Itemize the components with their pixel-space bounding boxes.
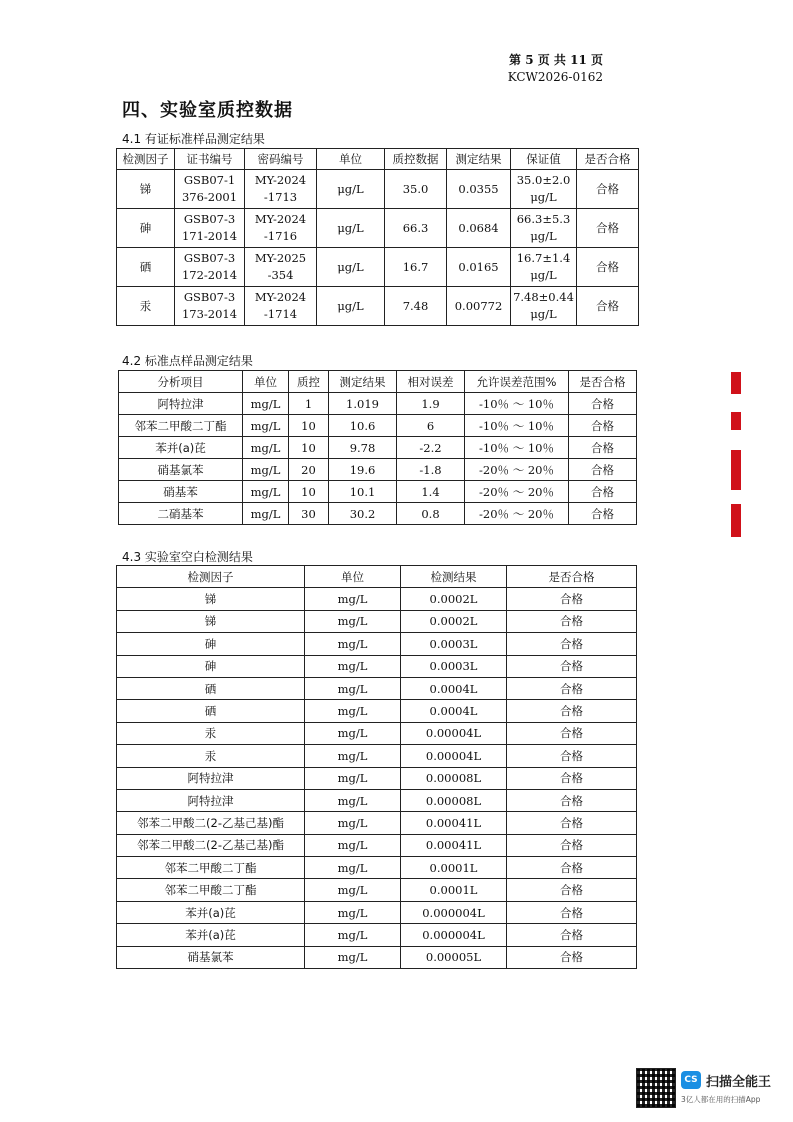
- pass-cell: 合格: [577, 209, 639, 248]
- qc-cell: 7.48: [385, 287, 447, 326]
- guarantee-line: 66.3±5.3: [516, 212, 571, 226]
- table-row: [117, 610, 637, 632]
- guarantee-line: μg/L: [530, 190, 557, 204]
- code-line: -1714: [263, 307, 298, 321]
- code-line: -1713: [263, 190, 298, 204]
- table-cell: mg/L: [243, 393, 289, 415]
- table-cell: mg/L: [305, 745, 401, 767]
- guarantee-cell: [511, 287, 577, 326]
- column-header: 质控数据: [385, 149, 447, 170]
- cert-line: GSB07-3: [183, 251, 236, 265]
- table-cell: 合格: [507, 767, 637, 789]
- table-cell: mg/L: [305, 722, 401, 744]
- table-cell: -10％ ～ 10％: [465, 393, 569, 415]
- result-cell: 0.00772: [447, 287, 511, 326]
- cert-line: 171-2014: [181, 229, 238, 243]
- table-row: [119, 503, 637, 525]
- table-cell: 0.00008L: [401, 789, 507, 811]
- table-cell: mg/L: [305, 610, 401, 632]
- column-header: 相对误差: [397, 371, 465, 393]
- table-cell: 0.0004L: [401, 700, 507, 722]
- table-row: [117, 812, 637, 834]
- code-cell: [245, 248, 317, 287]
- table-cell: 邻苯二甲酸二丁酯: [119, 415, 243, 437]
- table-row: [117, 633, 637, 655]
- table-cell: 0.00041L: [401, 834, 507, 856]
- table-cell: 0.0002L: [401, 588, 507, 610]
- column-header: 检测因子: [117, 149, 175, 170]
- table-cell: 阿特拉津: [117, 789, 305, 811]
- table-cell: 合格: [507, 901, 637, 923]
- pass-cell: 合格: [577, 287, 639, 326]
- table-cell: mg/L: [305, 857, 401, 879]
- table-cell: 砷: [117, 655, 305, 677]
- scanner-app-name: 扫描全能王: [706, 1075, 772, 1090]
- table-cell: mg/L: [305, 767, 401, 789]
- table2-title: 4.2 标准点样品测定结果: [122, 354, 253, 368]
- table-cell: -20％ ～ 20％: [465, 481, 569, 503]
- table-cell: 合格: [507, 789, 637, 811]
- column-header: 允许误差范围%: [465, 371, 569, 393]
- guarantee-line: μg/L: [530, 229, 557, 243]
- table-cell: mg/L: [305, 789, 401, 811]
- code-line: MY-2024: [254, 173, 307, 187]
- table-cell: 0.0003L: [401, 655, 507, 677]
- qc-cell: 16.7: [385, 248, 447, 287]
- column-header: 测定结果: [447, 149, 511, 170]
- table-cell: 合格: [507, 745, 637, 767]
- seam-stamp: [731, 372, 741, 537]
- table-cell: 1.9: [397, 393, 465, 415]
- column-header: 检测结果: [401, 566, 507, 588]
- table-cell: 汞: [117, 745, 305, 767]
- qc-cell: 35.0: [385, 170, 447, 209]
- table-cell: mg/L: [243, 481, 289, 503]
- table-cell: mg/L: [305, 655, 401, 677]
- camscanner-logo-icon: CS: [681, 1071, 701, 1089]
- table-row: [117, 677, 637, 699]
- table-row: [117, 287, 639, 326]
- column-header: 检测因子: [117, 566, 305, 588]
- table-cell: 二硝基苯: [119, 503, 243, 525]
- table-cell: 合格: [569, 459, 637, 481]
- table-cell: mg/L: [305, 834, 401, 856]
- unit-cell: μg/L: [317, 209, 385, 248]
- table-cell: 苯并(a)芘: [119, 437, 243, 459]
- unit-cell: μg/L: [317, 287, 385, 326]
- table1-title: 4.1 有证标准样品测定结果: [122, 132, 265, 146]
- table-cell: mg/L: [305, 588, 401, 610]
- table-cell: 9.78: [329, 437, 397, 459]
- table-cell: 19.6: [329, 459, 397, 481]
- table-row: [119, 437, 637, 459]
- table-cell: 砷: [117, 633, 305, 655]
- table-cell: 合格: [507, 655, 637, 677]
- section-title: 四、实验室质控数据: [122, 100, 293, 121]
- table-header-row: [117, 149, 639, 170]
- factor-cell: 硒: [117, 248, 175, 287]
- column-header: 单位: [243, 371, 289, 393]
- code-line: MY-2025: [254, 251, 307, 265]
- column-header: 分析项目: [119, 371, 243, 393]
- column-header: 单位: [317, 149, 385, 170]
- table-cell: 邻苯二甲酸二丁酯: [117, 857, 305, 879]
- table-cell: mg/L: [305, 812, 401, 834]
- guarantee-cell: [511, 248, 577, 287]
- column-header: 证书编号: [175, 149, 245, 170]
- table-cell: mg/L: [305, 924, 401, 946]
- table-cell: 硝基氯苯: [119, 459, 243, 481]
- qr-code-icon: [636, 1068, 676, 1108]
- table-cell: 合格: [569, 415, 637, 437]
- table-cell: mg/L: [305, 946, 401, 968]
- guarantee-line: 7.48±0.44: [513, 290, 574, 304]
- standard-point-table: [118, 370, 637, 525]
- factor-cell: 锑: [117, 170, 175, 209]
- table-header-row: [119, 371, 637, 393]
- table-header-row: [117, 566, 637, 588]
- table-row: [117, 924, 637, 946]
- table-cell: 邻苯二甲酸二丁酯: [117, 879, 305, 901]
- table-cell: -10％ ～ 10％: [465, 437, 569, 459]
- guarantee-line: μg/L: [530, 268, 557, 282]
- table-cell: 锑: [117, 588, 305, 610]
- result-cell: 0.0355: [447, 170, 511, 209]
- table-cell: 10.6: [329, 415, 397, 437]
- cert-line: GSB07-3: [183, 290, 236, 304]
- table-cell: 苯并(a)芘: [117, 924, 305, 946]
- table-cell: mg/L: [305, 677, 401, 699]
- code-cell: [245, 170, 317, 209]
- factor-cell: 汞: [117, 287, 175, 326]
- table-cell: mg/L: [243, 459, 289, 481]
- table-row: [119, 481, 637, 503]
- table-cell: 汞: [117, 722, 305, 744]
- table-row: [117, 745, 637, 767]
- table-row: [117, 655, 637, 677]
- table-cell: 0.000004L: [401, 924, 507, 946]
- cert-cell: [175, 287, 245, 326]
- unit-cell: μg/L: [317, 170, 385, 209]
- table-row: [117, 879, 637, 901]
- code-line: MY-2024: [254, 290, 307, 304]
- table-cell: 0.00008L: [401, 767, 507, 789]
- cert-line: GSB07-3: [183, 212, 236, 226]
- table-row: [117, 767, 637, 789]
- table-row: [117, 248, 639, 287]
- table-cell: 0.000004L: [401, 901, 507, 923]
- table-cell: mg/L: [305, 879, 401, 901]
- column-header: 质控: [289, 371, 329, 393]
- table3-title: 4.3 实验室空白检测结果: [122, 550, 253, 564]
- cert-line: 172-2014: [181, 268, 238, 282]
- table-cell: mg/L: [305, 901, 401, 923]
- table-cell: 阿特拉津: [117, 767, 305, 789]
- table-row: [117, 209, 639, 248]
- table-cell: mg/L: [243, 437, 289, 459]
- code-cell: [245, 287, 317, 326]
- column-header: 是否合格: [577, 149, 639, 170]
- table-cell: 1: [289, 393, 329, 415]
- table-cell: 合格: [507, 879, 637, 901]
- table-cell: 0.00005L: [401, 946, 507, 968]
- table-cell: -20％ ～ 20％: [465, 503, 569, 525]
- table-cell: 合格: [507, 812, 637, 834]
- table-cell: 邻苯二甲酸二(2-乙基己基)酯: [117, 812, 305, 834]
- table-cell: 合格: [507, 857, 637, 879]
- table-row: [119, 393, 637, 415]
- table-cell: mg/L: [243, 415, 289, 437]
- table-cell: 0.0001L: [401, 857, 507, 879]
- scanner-watermark: [636, 1068, 776, 1110]
- table-row: [117, 700, 637, 722]
- table-row: [117, 789, 637, 811]
- guarantee-line: 35.0±2.0: [516, 173, 571, 187]
- cert-line: GSB07-1: [183, 173, 236, 187]
- result-cell: 0.0684: [447, 209, 511, 248]
- table-cell: 合格: [569, 503, 637, 525]
- table-cell: 合格: [569, 437, 637, 459]
- cert-line: 173-2014: [181, 307, 238, 321]
- cert-cell: [175, 170, 245, 209]
- column-header: 密码编号: [245, 149, 317, 170]
- table-cell: 0.0003L: [401, 633, 507, 655]
- table-cell: 20: [289, 459, 329, 481]
- table-cell: -10％ ～ 10％: [465, 415, 569, 437]
- table-cell: 阿特拉津: [119, 393, 243, 415]
- table-cell: 6: [397, 415, 465, 437]
- guarantee-cell: [511, 209, 577, 248]
- table-row: [117, 170, 639, 209]
- table-row: [117, 722, 637, 744]
- page-header: [508, 52, 603, 86]
- pass-cell: 合格: [577, 170, 639, 209]
- table-cell: 硒: [117, 700, 305, 722]
- table-cell: 0.00004L: [401, 745, 507, 767]
- code-cell: [245, 209, 317, 248]
- table-cell: 10: [289, 481, 329, 503]
- table-cell: 0.00041L: [401, 812, 507, 834]
- table-cell: mg/L: [305, 700, 401, 722]
- table-cell: 10.1: [329, 481, 397, 503]
- certified-sample-table: [116, 148, 639, 326]
- table-cell: mg/L: [243, 503, 289, 525]
- table-cell: 硒: [117, 677, 305, 699]
- table-cell: 合格: [507, 946, 637, 968]
- table-cell: 合格: [507, 677, 637, 699]
- table-row: [117, 834, 637, 856]
- table-cell: 锑: [117, 610, 305, 632]
- blank-test-table: [116, 565, 637, 969]
- column-header: 是否合格: [569, 371, 637, 393]
- table-cell: 10: [289, 415, 329, 437]
- factor-cell: 砷: [117, 209, 175, 248]
- table-cell: -1.8: [397, 459, 465, 481]
- table-cell: 合格: [507, 700, 637, 722]
- table-cell: 合格: [507, 722, 637, 744]
- table-cell: 邻苯二甲酸二(2-乙基己基)酯: [117, 834, 305, 856]
- table-cell: 硝基苯: [119, 481, 243, 503]
- code-line: -1716: [263, 229, 298, 243]
- table-cell: 合格: [569, 481, 637, 503]
- table-cell: 10: [289, 437, 329, 459]
- guarantee-line: μg/L: [530, 307, 557, 321]
- table-cell: 合格: [507, 633, 637, 655]
- guarantee-cell: [511, 170, 577, 209]
- table-cell: 1.019: [329, 393, 397, 415]
- cert-line: 376-2001: [181, 190, 238, 204]
- table-row: [117, 857, 637, 879]
- code-line: -354: [267, 268, 294, 282]
- table-cell: 0.0002L: [401, 610, 507, 632]
- table-cell: -2.2: [397, 437, 465, 459]
- table-cell: 合格: [507, 588, 637, 610]
- table-cell: 0.8: [397, 503, 465, 525]
- column-header: 测定结果: [329, 371, 397, 393]
- table-cell: 硝基氯苯: [117, 946, 305, 968]
- table-row: [117, 588, 637, 610]
- column-header: 单位: [305, 566, 401, 588]
- table-cell: 0.0001L: [401, 879, 507, 901]
- column-header: 是否合格: [507, 566, 637, 588]
- table-cell: 30.2: [329, 503, 397, 525]
- page-number: 第 5 页 共 11 页: [509, 53, 603, 67]
- table-row: [117, 901, 637, 923]
- table-cell: 30: [289, 503, 329, 525]
- cert-cell: [175, 248, 245, 287]
- table-row: [119, 415, 637, 437]
- code-line: MY-2024: [254, 212, 307, 226]
- table-row: [117, 946, 637, 968]
- unit-cell: μg/L: [317, 248, 385, 287]
- qc-cell: 66.3: [385, 209, 447, 248]
- table-cell: 0.0004L: [401, 677, 507, 699]
- table-cell: 合格: [507, 610, 637, 632]
- result-cell: 0.0165: [447, 248, 511, 287]
- table-cell: mg/L: [305, 633, 401, 655]
- cert-cell: [175, 209, 245, 248]
- column-header: 保证值: [511, 149, 577, 170]
- table-cell: -20％ ～ 20％: [465, 459, 569, 481]
- table-cell: 苯并(a)芘: [117, 901, 305, 923]
- guarantee-line: 16.7±1.4: [516, 251, 571, 265]
- table-cell: 1.4: [397, 481, 465, 503]
- table-cell: 合格: [569, 393, 637, 415]
- table-cell: 0.00004L: [401, 722, 507, 744]
- table-cell: 合格: [507, 924, 637, 946]
- table-row: [119, 459, 637, 481]
- scanner-tagline: 3亿人都在用的扫描App: [681, 1095, 761, 1104]
- pass-cell: 合格: [577, 248, 639, 287]
- table-cell: 合格: [507, 834, 637, 856]
- report-number: KCW2026-0162: [507, 70, 603, 84]
